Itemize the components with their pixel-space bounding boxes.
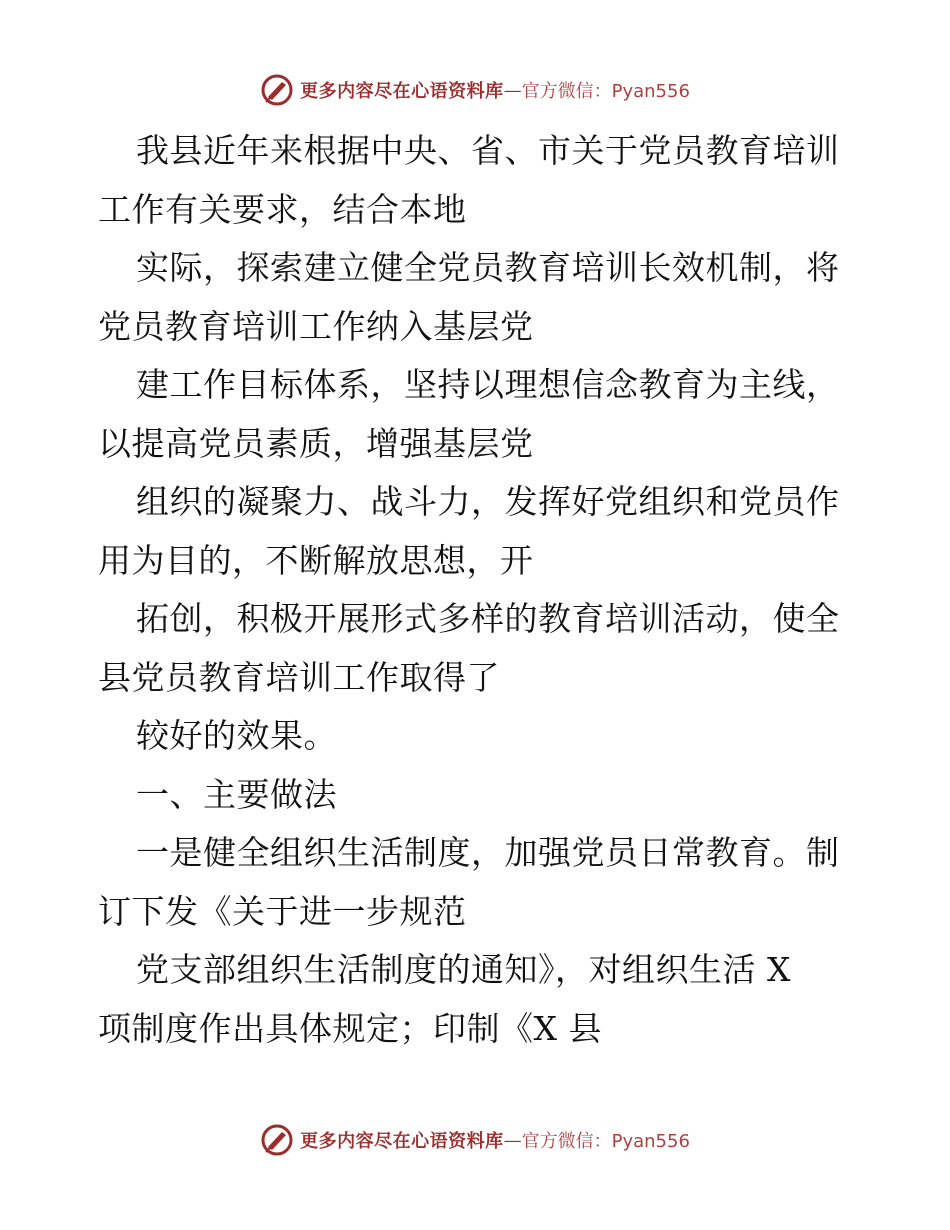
watermark-contact-text: 官方微信：Pyan556 xyxy=(521,1131,690,1152)
body-line: 一是健全组织生活制度，加强党员日常教育。制 xyxy=(136,833,840,872)
body-line: 组织的凝聚力、战斗力，发挥好党组织和党员作 xyxy=(136,482,840,521)
body-line: 党员教育培训工作纳入基层党 xyxy=(98,306,534,346)
watermark-separator: — xyxy=(503,1129,522,1151)
watermark-separator: — xyxy=(503,79,522,101)
body-line: 建工作目标体系，坚持以理想信念教育为主线， xyxy=(136,365,840,404)
body-line: 工作有关要求，结合本地 xyxy=(98,189,467,229)
quill-pen-circle-icon xyxy=(260,73,294,107)
body-line: 县党员教育培训工作取得了 xyxy=(98,657,500,697)
document-body xyxy=(98,122,858,1058)
section-heading: 一、主要做法 xyxy=(136,774,337,814)
body-line: 党支部组织生活制度的通知》，对组织生活 X xyxy=(136,950,791,989)
footer-watermark xyxy=(0,1120,950,1160)
body-line: 用为目的，不断解放思想，开 xyxy=(98,540,534,580)
body-line: 订下发《关于进一步规范 xyxy=(98,891,467,931)
body-line: 较好的效果。 xyxy=(136,716,337,755)
body-line: 实际，探索建立健全党员教育培训长效机制，将 xyxy=(136,248,840,287)
body-line: 我县近年来根据中央、省、市关于党员教育培训 xyxy=(136,131,840,170)
body-line: 以提高党员素质，增强基层党 xyxy=(98,423,534,463)
body-line: 项制度作出具体规定；印制《X 县 xyxy=(98,1008,602,1048)
body-line: 拓创，积极开展形式多样的教育培训活动，使全 xyxy=(136,599,840,638)
watermark-contact-text: 官方微信：Pyan556 xyxy=(521,81,690,102)
watermark-brand-text: 更多内容尽在心语资料库 xyxy=(300,1131,504,1152)
watermark-brand-text: 更多内容尽在心语资料库 xyxy=(300,81,504,102)
header-watermark xyxy=(0,70,950,110)
quill-pen-circle-icon xyxy=(260,1123,294,1157)
